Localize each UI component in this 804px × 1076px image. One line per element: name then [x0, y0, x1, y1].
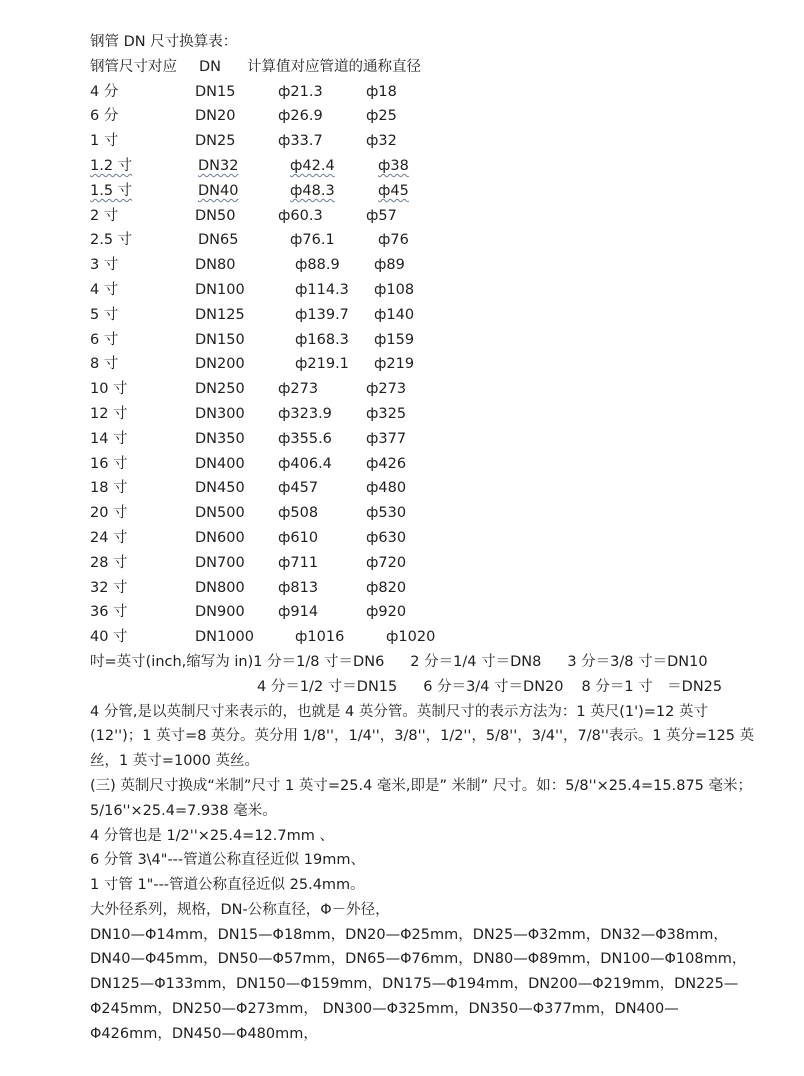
table-row — [90, 154, 760, 179]
cell-size: 6 寸 — [90, 331, 119, 348]
cell-calc-diameter: ф33.7 — [278, 133, 323, 150]
table-row — [90, 228, 760, 253]
inch-item: 2 分＝1/4 寸＝DN8 — [410, 653, 542, 670]
cell-calc-diameter: ф219.1 — [295, 356, 349, 373]
cell-calc-diameter: ф60.3 — [278, 207, 323, 224]
table-row — [90, 377, 760, 402]
cell-dn: DN300 — [195, 405, 245, 422]
cell-dn: DN250 — [195, 381, 245, 398]
cell-size: 20 寸 — [90, 505, 128, 522]
table-header-row — [90, 55, 760, 80]
cell-nominal-diameter: ф630 — [366, 529, 407, 546]
cell-nominal-diameter: ф480 — [366, 480, 407, 497]
cell-size: 40 寸 — [90, 629, 128, 646]
cell-dn: DN800 — [195, 579, 245, 596]
cell-size: 24 寸 — [90, 529, 128, 546]
cell-dn: DN900 — [195, 604, 245, 621]
cell-nominal-diameter: ф89 — [374, 257, 405, 274]
table-row — [90, 551, 760, 576]
cell-nominal-diameter: ф25 — [366, 108, 397, 125]
text-line: 6 分管 3\4"---管道公称直径近似 19mm、 — [90, 852, 365, 869]
inch-line-1 — [90, 650, 760, 675]
cell-nominal-diameter: ф159 — [374, 331, 415, 348]
cell-dn: DN80 — [195, 257, 236, 274]
cell-size: 32 寸 — [90, 579, 128, 596]
cell-size: 14 寸 — [90, 430, 128, 447]
cell-size: 10 寸 — [90, 381, 128, 398]
cell-nominal-diameter: ф325 — [366, 405, 407, 422]
cell-size: 1.5 寸 — [90, 182, 133, 199]
cell-size: 6 分 — [90, 108, 119, 125]
header-dn: DN — [199, 58, 222, 75]
inch-item: 吋=英寸(inch,缩写为 in)1 分＝1/8 寸＝DN6 — [90, 653, 385, 670]
table-row — [90, 204, 760, 229]
document-heading: 钢管 DN 尺寸换算表： — [90, 34, 238, 50]
cell-calc-diameter: ф457 — [278, 480, 319, 497]
cell-calc-diameter: ф273 — [278, 381, 319, 398]
table-row — [90, 104, 760, 129]
table-row — [90, 352, 760, 377]
cell-dn: DN700 — [195, 554, 245, 571]
cell-nominal-diameter: ф426 — [366, 455, 407, 472]
cell-dn: DN350 — [195, 430, 245, 447]
cell-dn: DN32 — [198, 157, 239, 174]
document-page — [90, 30, 760, 1047]
paragraph-series-list: DN10—Φ14mm，DN15—Φ18mm，DN20—Φ25mm，DN25—Φ32mm，DN32—Φ38mm，DN40—Φ45mm，DN50—Φ57mm，DN65—Φ76mm，DN80—Φ89mm，DN100—Φ108mm，DN125—Φ133mm，DN150—Φ159mm，DN175—Φ194mm，DN200—Φ219mm，DN225—Φ245mm，DN250—Φ273mm， DN300—Φ325mm，DN350—Φ377mm，DN400—Φ426mm，DN450—Φ480mm， — [90, 926, 747, 1042]
cell-size: 4 寸 — [90, 281, 119, 298]
cell-nominal-diameter: ф32 — [366, 133, 397, 150]
cell-nominal-diameter: ф720 — [366, 554, 407, 571]
cell-dn: DN125 — [195, 306, 245, 323]
cell-size: 3 寸 — [90, 257, 119, 274]
cell-calc-diameter: ф355.6 — [278, 430, 332, 447]
cell-nominal-diameter: ф38 — [378, 157, 409, 174]
table-row — [90, 526, 760, 551]
cell-dn: DN65 — [198, 232, 239, 249]
table-row — [90, 452, 760, 477]
inch-item: 8 分＝1 寸 ＝DN25 — [581, 678, 723, 695]
cell-size: 2 寸 — [90, 207, 119, 224]
cell-dn: DN20 — [195, 108, 236, 125]
cell-dn: DN25 — [195, 133, 236, 150]
cell-size: 16 寸 — [90, 455, 128, 472]
cell-dn: DN15 — [195, 83, 236, 100]
table-row — [90, 427, 760, 452]
cell-dn: DN50 — [195, 207, 236, 224]
table-row — [90, 625, 760, 650]
table-row — [90, 328, 760, 353]
cell-calc-diameter: ф26.9 — [278, 108, 323, 125]
table-row — [90, 501, 760, 526]
table-row — [90, 476, 760, 501]
paragraph-metric-conversion: (三) 英制尺寸换成“米制”尺寸 1 英寸=25.4 毫米,即是” 米制” 尺寸。如：5/8''×25.4=15.875 毫米；5/16''×25.4=7.938 毫米。 — [90, 777, 753, 819]
cell-nominal-diameter: ф18 — [366, 83, 397, 100]
cell-dn: DN400 — [195, 455, 245, 472]
table-row — [90, 576, 760, 601]
cell-size: 1 寸 — [90, 133, 119, 150]
header-size: 钢管尺寸对应 — [90, 58, 177, 75]
cell-calc-diameter: ф88.9 — [295, 257, 340, 274]
cell-calc-diameter: ф48.3 — [290, 182, 335, 199]
cell-dn: DN500 — [195, 505, 245, 522]
cell-nominal-diameter: ф1020 — [386, 629, 436, 646]
cell-size: 12 寸 — [90, 405, 128, 422]
cell-nominal-diameter: ф45 — [378, 182, 409, 199]
cell-calc-diameter: ф139.7 — [295, 306, 349, 323]
text-line: 1 寸管 1"---管道公称直径近似 25.4mm。 — [90, 877, 365, 894]
cell-calc-diameter: ф508 — [278, 505, 319, 522]
cell-calc-diameter: ф323.9 — [278, 405, 332, 422]
cell-calc-diameter: ф406.4 — [278, 455, 332, 472]
header-diameter: 计算值对应管道的通称直径 — [247, 58, 421, 75]
cell-calc-diameter: ф1016 — [295, 629, 345, 646]
cell-dn: DN600 — [195, 529, 245, 546]
table-row — [90, 278, 760, 303]
inch-line-2 — [90, 675, 760, 700]
cell-calc-diameter: ф42.4 — [290, 157, 335, 174]
inch-item: 4 分＝1/2 寸＝DN15 — [257, 678, 398, 695]
cell-size: 5 寸 — [90, 306, 119, 323]
cell-size: 8 寸 — [90, 356, 119, 373]
cell-size: 2.5 寸 — [90, 232, 133, 249]
table-row — [90, 179, 760, 204]
text-line: 大外径系列，规格，DN-公称直径，Φ－外径， — [90, 901, 390, 918]
cell-nominal-diameter: ф530 — [366, 505, 407, 522]
cell-calc-diameter: ф76.1 — [290, 232, 335, 249]
cell-dn: DN150 — [195, 331, 245, 348]
table-row — [90, 80, 760, 105]
cell-size: 4 分 — [90, 83, 119, 100]
cell-calc-diameter: ф711 — [278, 554, 319, 571]
paragraph-inch-definition: 4 分管,是以英制尺寸来表示的，也就是 4 英分管。英制尺寸的表示方法为：1 英尺(1')=12 英寸(12'')；1 英寸=8 英分。英分用 1/8''，1/4''，3/8''，1/2''，5/8''，3/4''，7/8''表示。1 英分=125 英丝，1 英寸=1000 英丝。 — [90, 703, 755, 770]
cell-calc-diameter: ф168.3 — [295, 331, 349, 348]
cell-dn: DN1000 — [195, 629, 254, 646]
table-row — [90, 600, 760, 625]
inch-item: 3 分＝3/8 寸＝DN10 — [567, 653, 708, 670]
cell-nominal-diameter: ф108 — [374, 281, 415, 298]
inch-item: 6 分＝3/4 寸＝DN20 — [423, 678, 564, 695]
cell-nominal-diameter: ф140 — [374, 306, 415, 323]
cell-nominal-diameter: ф57 — [366, 207, 397, 224]
cell-size: 28 寸 — [90, 554, 128, 571]
text-line: 4 分管也是 1/2''×25.4=12.7mm 、 — [90, 827, 334, 844]
cell-nominal-diameter: ф820 — [366, 579, 407, 596]
table-row — [90, 303, 760, 328]
cell-nominal-diameter: ф377 — [366, 430, 407, 447]
cell-dn: DN450 — [195, 480, 245, 497]
cell-nominal-diameter: ф76 — [378, 232, 409, 249]
cell-nominal-diameter: ф273 — [366, 381, 407, 398]
size-table — [90, 80, 760, 650]
cell-calc-diameter: ф813 — [278, 579, 319, 596]
cell-calc-diameter: ф914 — [278, 604, 319, 621]
cell-nominal-diameter: ф920 — [366, 604, 407, 621]
cell-calc-diameter: ф114.3 — [295, 281, 349, 298]
cell-calc-diameter: ф21.3 — [278, 83, 323, 100]
cell-size: 1.2 寸 — [90, 157, 133, 174]
cell-calc-diameter: ф610 — [278, 529, 319, 546]
table-row — [90, 402, 760, 427]
cell-dn: DN40 — [198, 182, 239, 199]
cell-dn: DN100 — [195, 281, 245, 298]
table-row — [90, 129, 760, 154]
cell-dn: DN200 — [195, 356, 245, 373]
cell-size: 18 寸 — [90, 480, 128, 497]
cell-nominal-diameter: ф219 — [374, 356, 415, 373]
table-row — [90, 253, 760, 278]
cell-size: 36 寸 — [90, 604, 128, 621]
